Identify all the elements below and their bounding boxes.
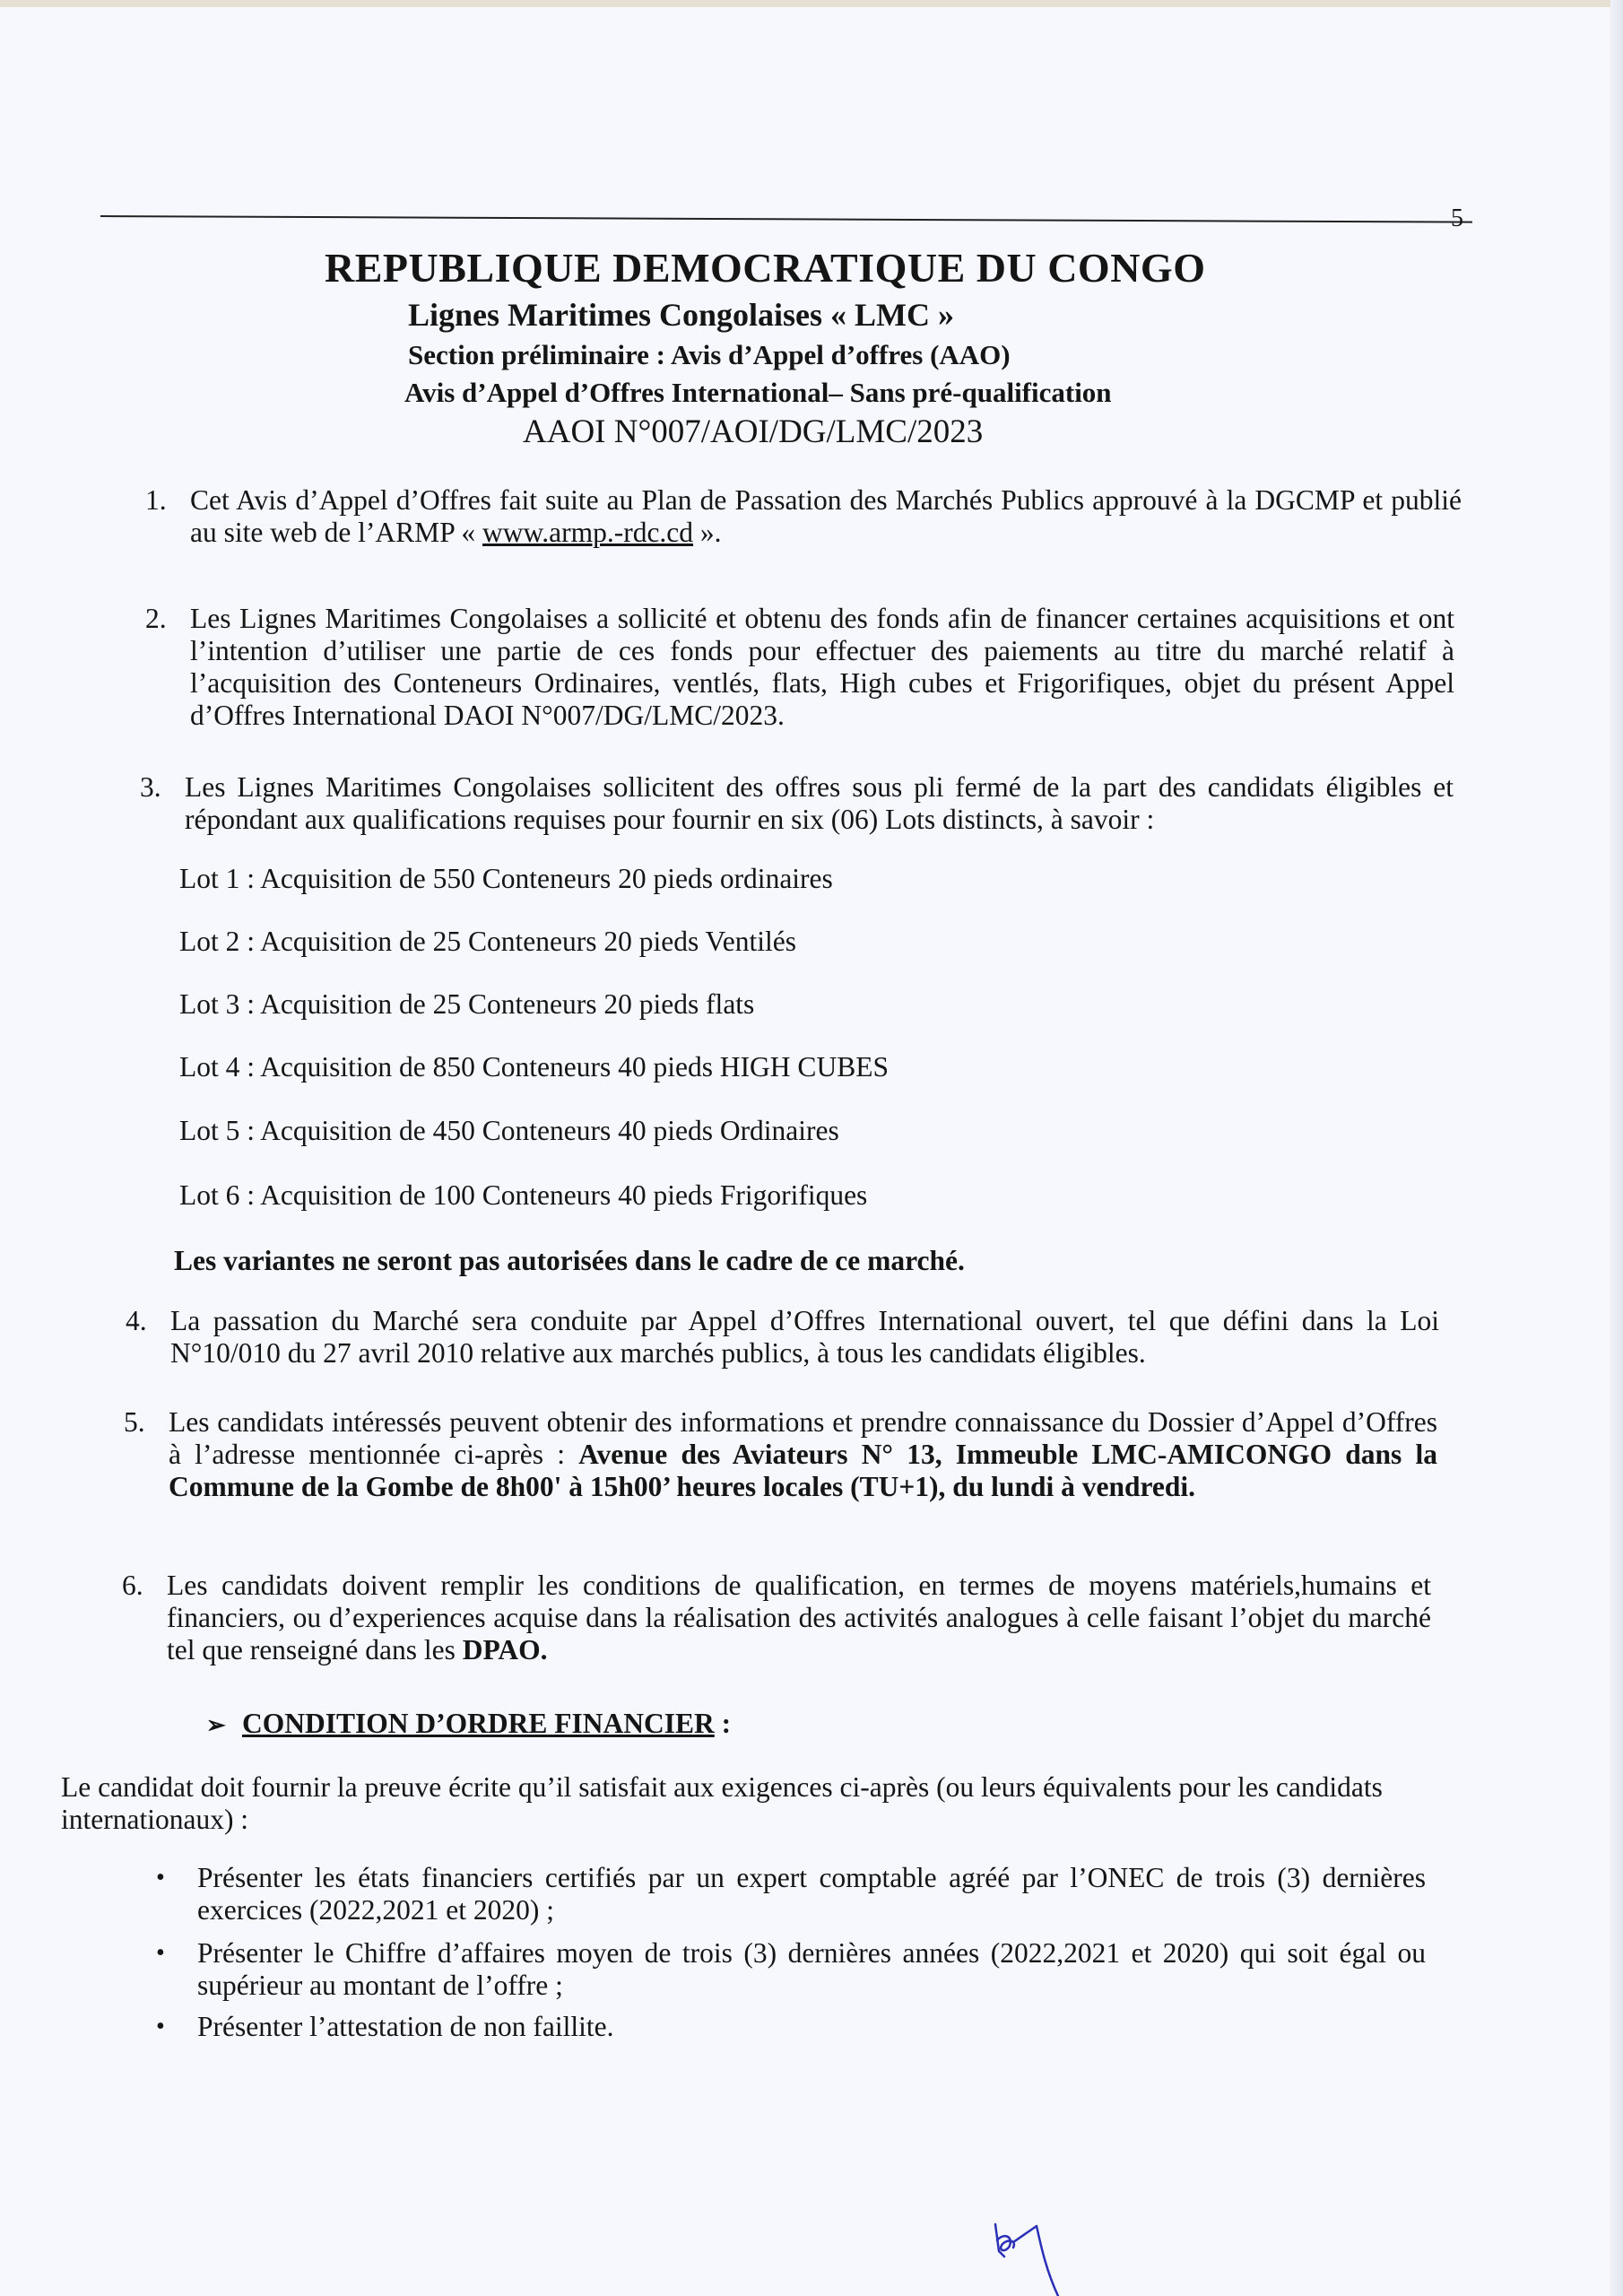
paragraph-number: 5.	[124, 1406, 145, 1438]
financial-intro: Le candidat doit fournir la preuve écrite qu’il satisfait aux exigences ci-après (ou leurs équivalents pour les candidats internationaux) :	[61, 1771, 1383, 1835]
paragraph-text: La passation du Marché sera conduite par Appel d’Offres International ouvert, tel que défini dans la Loi N°10/010 du 27 avril 2010 relative aux marchés publics, à tous les candidats éligibles.	[170, 1305, 1439, 1369]
paragraph-text: ».	[693, 517, 722, 548]
page-number: 5	[1451, 204, 1463, 232]
bullet-icon: •	[156, 2013, 165, 2040]
paragraph-text: Les candidats doivent remplir les conditions de qualification, en termes de moyens matériels,humains et financiers, ou d’experiences acquise dans la réalisation des activités analogues à celle faisant l’objet du marché tel que renseigné dans les	[167, 1570, 1431, 1665]
variantes-note: Les variantes ne seront pas autorisées dans le cadre de ce marché.	[174, 1245, 965, 1276]
paragraph-text: Cet Avis d’Appel d’Offres fait suite au Plan de Passation des Marchés Publics approuvé à la DGCMP et publié au site web de l’ARMP «	[190, 484, 1462, 548]
bullet-text: Présenter l’attestation de non faillite.	[197, 2011, 614, 2042]
country-title: REPUBLIQUE DEMOCRATIQUE DU CONGO	[325, 245, 1206, 291]
heading-suffix: :	[714, 1708, 732, 1739]
lot-item: Lot 5 : Acquisition de 450 Conteneurs 40 pieds Ordinaires	[179, 1115, 839, 1146]
bullet-item	[156, 1937, 1426, 2002]
arrow-bullet-icon: ➢	[206, 1712, 226, 1738]
reference-number: AAOI N°007/AOI/DG/LMC/2023	[523, 413, 984, 450]
lot-item: Lot 2 : Acquisition de 25 Conteneurs 20 pieds Ventilés	[179, 926, 796, 957]
paragraph-3	[140, 771, 1454, 836]
paragraph-1	[145, 484, 1462, 549]
lot-item: Lot 1 : Acquisition de 550 Conteneurs 20 pieds ordinaires	[179, 863, 833, 894]
paragraph-6	[122, 1570, 1431, 1666]
paragraph-5	[124, 1406, 1437, 1503]
dpao-text: DPAO.	[462, 1634, 548, 1665]
header-rule	[100, 215, 1472, 223]
paragraph-text: Les Lignes Maritimes Congolaises sollicitent des offres sous pli fermé de la part des candidats éligibles et répondant aux qualifications requises pour fournir en six (06) Lots distincts, à savoir :	[185, 771, 1454, 835]
bullet-icon: •	[156, 1939, 165, 1967]
armp-website-link[interactable]: www.armp.-rdc.cd	[482, 517, 694, 548]
heading-label: CONDITION D’ORDRE FINANCIER	[242, 1708, 715, 1739]
bullet-item	[156, 2011, 1426, 2043]
paragraph-number: 1.	[145, 484, 167, 516]
lot-item: Lot 6 : Acquisition de 100 Conteneurs 40 pieds Frigorifiques	[179, 1179, 868, 1211]
organization-title: Lignes Maritimes Congolaises « LMC »	[408, 297, 954, 333]
paragraph-number: 2.	[145, 603, 167, 634]
paragraph-2	[145, 603, 1454, 732]
lot-item: Lot 4 : Acquisition de 850 Conteneurs 40 pieds HIGH CUBES	[179, 1051, 889, 1083]
signature-icon	[986, 2215, 1085, 2296]
paragraph-4	[126, 1305, 1439, 1370]
bullet-item	[156, 1862, 1426, 1926]
lot-item: Lot 3 : Acquisition de 25 Conteneurs 20 pieds flats	[179, 988, 755, 1020]
bullet-icon: •	[156, 1864, 165, 1892]
bullet-text: Présenter les états financiers certifiés par un expert comptable agréé par l’ONEC de trois (3) dernières exercices (2022,2021 et 2020) ;	[197, 1862, 1426, 1926]
paragraph-number: 3.	[140, 771, 161, 803]
paragraph-number: 4.	[126, 1305, 147, 1336]
notice-type-title: Avis d’Appel d’Offres International– Sans pré-qualification	[404, 377, 1112, 408]
bullet-text: Présenter le Chiffre d’affaires moyen de trois (3) dernières années (2022,2021 et 2020) qui soit égal ou supérieur au montant de l’offre ;	[197, 1937, 1426, 2001]
section-title: Section préliminaire : Avis d’Appel d’offres (AAO)	[408, 339, 1011, 370]
financial-condition-heading	[206, 1708, 731, 1740]
address-text: Avenue des Aviateurs N° 13, Immeuble LMC-AMICONGO dans la Commune de la Gombe de 8h00' à 15h00’ heures locales (TU+1), du lundi à vendredi.	[169, 1439, 1437, 1502]
paragraph-text: Les candidats intéressés peuvent obtenir des informations et prendre connaissance du Dossier d’Appel d’Offres à l’adresse mentionnée ci-après :	[169, 1406, 1437, 1470]
paragraph-text: Les Lignes Maritimes Congolaises a sollicité et obtenu des fonds afin de financer certaines acquisitions et ont l’intention d’utiliser une partie de ces fonds pour effectuer des paiements au titre du marché relatif à l’acquisition des Conteneurs Ordinaires, ventlés, flats, High cubes et Frigorifiques, objet du présent Appel d’Offres International DAOI N°007/DG/LMC/2023.	[190, 603, 1454, 731]
paragraph-number: 6.	[122, 1570, 143, 1601]
